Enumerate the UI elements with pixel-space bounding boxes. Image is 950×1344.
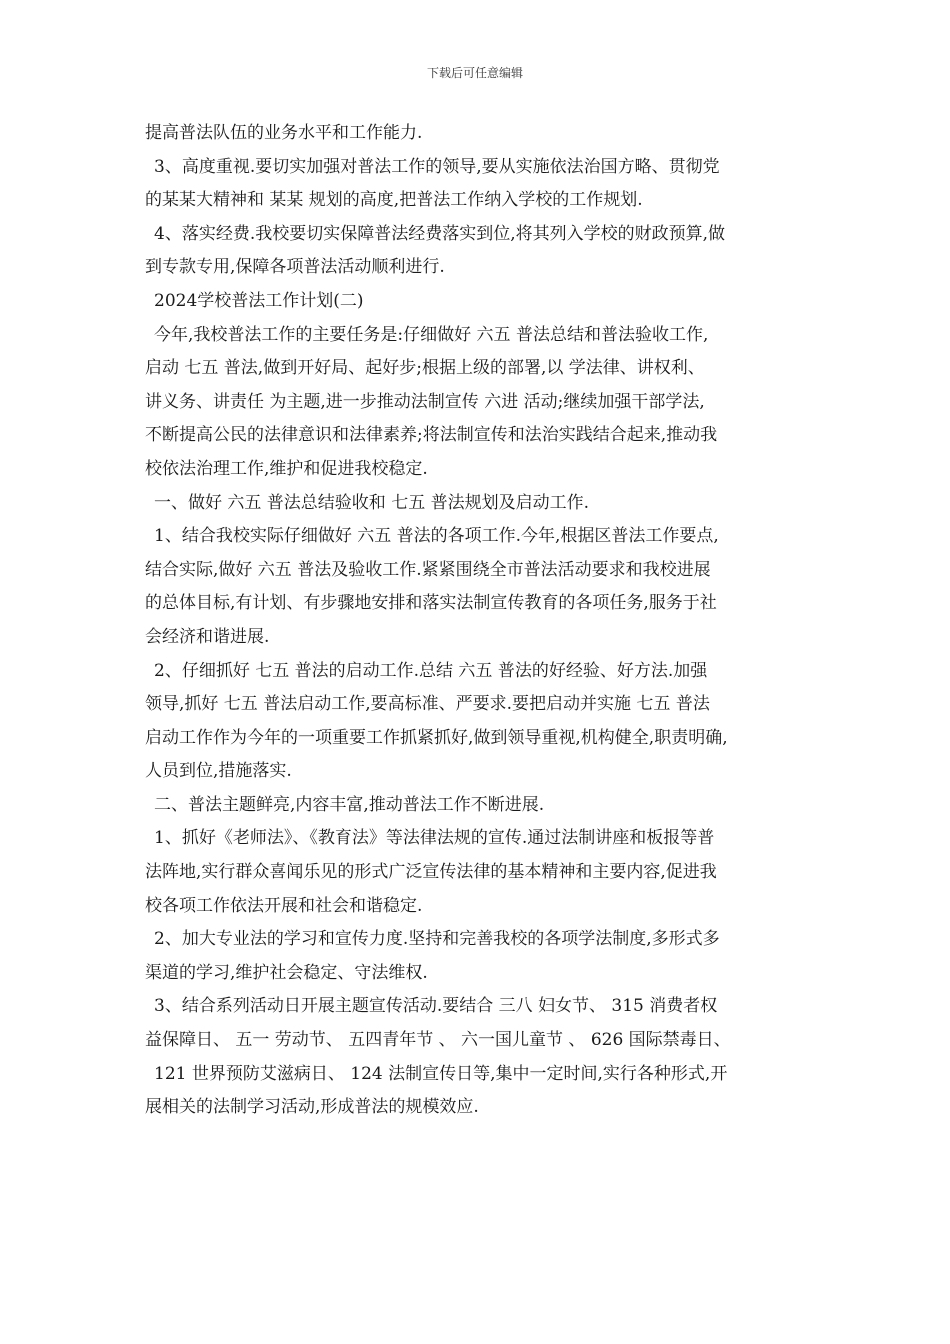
text-line: 不断提高公民的法律意识和法律素养;将法制宣传和法治实践结合起来,推动我 [145, 425, 718, 446]
text-line: 今年,我校普法工作的主要任务是:仔细做好 六五 普法总结和普法验收工作, [154, 324, 709, 345]
text-line: 4、落实经费.我校要切实保障普法经费落实到位,将其列入学校的财政预算,做 [154, 223, 726, 244]
text-line: 人员到位,措施落实. [145, 761, 292, 782]
text-line: 1、抓好《老师法》、《教育法》等法律法规的宣传.通过法制讲座和板报等普 [154, 828, 715, 849]
text-line: 渠道的学习,维护社会稳定、守法维权. [145, 962, 428, 983]
text-line: 121 世界预防艾滋病日、 124 法制宣传日等,集中一定时间,实行各种形式,开 [154, 1063, 728, 1084]
text-line: 校各项工作依法开展和社会和谐稳定. [145, 895, 423, 916]
text-line: 3、结合系列活动日开展主题宣传活动.要结合 三八 妇女节、 315 消费者权 [154, 996, 718, 1017]
section-heading: 一、做好 六五 普法总结验收和 七五 普法规划及启动工作. [154, 492, 590, 513]
text-line: 领导,抓好 七五 普法启动工作,要高标准、严要求.要把启动并实施 七五 普法 [145, 694, 710, 715]
text-line: 的总体目标,有计划、有步骤地安排和落实法制宣传教育的各项任务,服务于社 [145, 593, 717, 614]
section-title: 2024学校普法工作计划(二) [154, 290, 364, 311]
document-body [145, 117, 825, 1125]
text-line: 2、加大专业法的学习和宣传力度.坚持和完善我校的各项学法制度,多形式多 [154, 929, 720, 950]
text-line: 结合实际,做好 六五 普法及验收工作.紧紧围绕全市普法活动要求和我校进展 [145, 559, 711, 580]
text-line: 会经济和谐进展. [145, 626, 270, 647]
text-line: 到专款专用,保障各项普法活动顺利进行. [145, 257, 445, 278]
text-line: 启动工作作为今年的一项重要工作抓紧抓好,做到领导重视,机构健全,职责明确, [145, 727, 728, 748]
text-line: 的某某大精神和 某某 规划的高度,把普法工作纳入学校的工作规划. [145, 190, 643, 211]
text-line: 2、仔细抓好 七五 普法的启动工作.总结 六五 普法的好经验、好方法.加强 [154, 660, 708, 681]
section-heading: 二、普法主题鲜亮,内容丰富,推动普法工作不断进展. [154, 794, 545, 815]
page-header: 下载后可任意编辑 [426, 66, 523, 80]
text-line: 提高普法队伍的业务水平和工作能力. [145, 123, 423, 143]
text-line: 校依法治理工作,维护和促进我校稳定. [145, 458, 428, 479]
text-line: 讲义务、讲责任 为主题,进一步推动法制宣传 六进 活动;继续加强干部学法, [145, 391, 705, 412]
text-line: 启动 七五 普法,做到开好局、起好步;根据上级的部署,以 学法律、讲权利、 [145, 358, 705, 379]
text-line: 1、结合我校实际仔细做好 六五 普法的各项工作.今年,根据区普法工作要点, [154, 526, 719, 547]
text-line: 法阵地,实行群众喜闻乐见的形式广泛宣传法律的基本精神和主要内容,促进我 [145, 862, 717, 883]
text-line: 3、高度重视.要切实加强对普法工作的领导,要从实施依法治国方略、贯彻党 [154, 156, 720, 177]
text-line: 展相关的法制学习活动,形成普法的规模效应. [145, 1097, 479, 1118]
text-line: 益保障日、 五一 劳动节、 五四青年节 、 六一国儿童节 、 626 国际禁毒日、 [145, 1030, 731, 1051]
